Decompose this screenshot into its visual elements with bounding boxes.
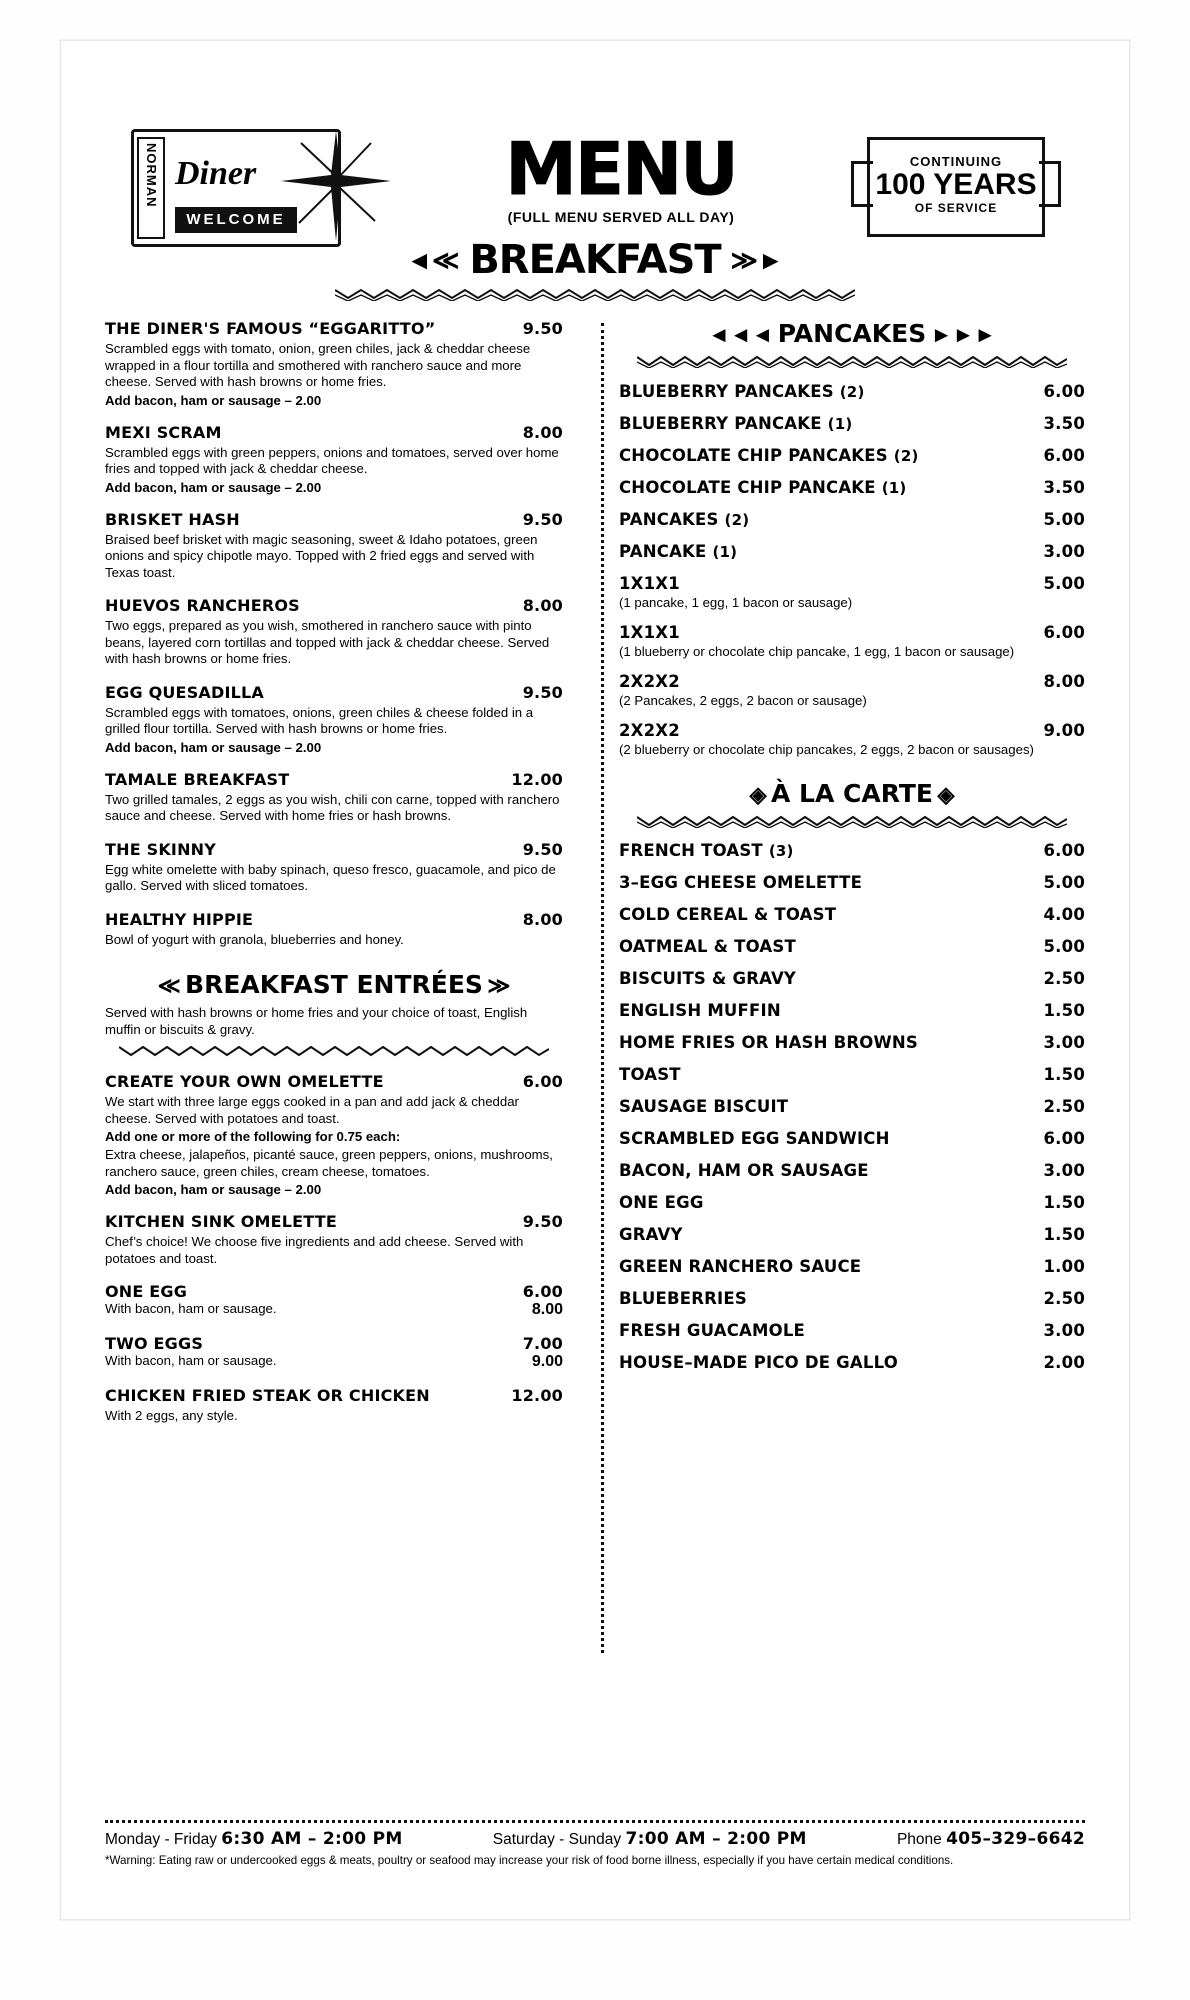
- item-name: CHOCOLATE CHIP PANCAKE: [619, 478, 876, 497]
- item-addon: Add bacon, ham or sausage – 2.00: [105, 1182, 322, 1197]
- item-price: 6.00: [1043, 841, 1085, 860]
- item-price: 5.00: [1043, 937, 1085, 956]
- item-name: CHICKEN FRIED STEAK OR CHICKEN: [105, 1386, 430, 1405]
- item-price: 3.50: [1043, 478, 1085, 497]
- breakfast-entrees-heading: [105, 970, 563, 999]
- menu-item: [105, 770, 563, 825]
- item-qty: (1): [881, 479, 907, 497]
- badge-inner: [867, 137, 1045, 237]
- price-row: [619, 478, 1085, 497]
- left-column: [105, 319, 585, 1440]
- item-name: TOAST: [619, 1065, 681, 1084]
- price-row: [619, 969, 1085, 988]
- item-name: BLUEBERRY PANCAKES: [619, 382, 834, 401]
- item-qty: (2): [839, 383, 865, 401]
- item-price: 9.50: [522, 1212, 563, 1231]
- item-description: Egg white omelette with baby spinach, queso fresco, guacamole, and pico de gallo. Served with sliced tomatoes.: [105, 861, 556, 893]
- alacarte-list: [619, 841, 1085, 1372]
- banner-left-arrow-icon: ◄≪: [406, 244, 460, 275]
- logo-script-text: Diner: [175, 155, 257, 192]
- price-row: [619, 1225, 1085, 1244]
- item-price: 9.50: [522, 319, 563, 338]
- logo-norman-text: [137, 137, 165, 239]
- item-options-heading: Add one or more of the following for 0.75 each:: [105, 1129, 401, 1144]
- price-row: [619, 414, 1085, 433]
- item-name: TAMALE BREAKFAST: [105, 769, 290, 789]
- price-row: [619, 1321, 1085, 1340]
- entrees-zigzag-divider: [119, 1044, 549, 1058]
- item-price: 9.50: [522, 509, 563, 529]
- item-price: 3.00: [1043, 1033, 1085, 1052]
- item-price: 3.00: [1043, 1161, 1085, 1180]
- weekend-label: Saturday - Sunday: [492, 1831, 622, 1848]
- item-price: 1.50: [1043, 1065, 1085, 1084]
- menu-item: [105, 840, 563, 895]
- item-description: With bacon, ham or sausage.: [105, 1353, 277, 1368]
- item-note: (2 Pancakes, 2 eggs, 2 bacon or sausage): [619, 693, 867, 708]
- item-price: 6.00: [1043, 1129, 1085, 1148]
- menu-footer: [105, 1820, 1085, 1867]
- item-description: We start with three large eggs cooked in a pan and add jack & cheddar cheese. Served with potatoes and toast.: [105, 1094, 519, 1126]
- item-name: OATMEAL & TOAST: [619, 937, 796, 956]
- item-note: (1 blueberry or chocolate chip pancake, 1 egg, 1 bacon or sausage): [619, 644, 1015, 659]
- weekday-hours: [105, 1829, 403, 1849]
- pancakes-zigzag-divider: [637, 354, 1067, 368]
- item-name: BISCUITS & GRAVY: [619, 969, 797, 988]
- item-qty: (2): [724, 511, 750, 529]
- menu-item: [105, 1334, 563, 1371]
- item-price: 1.50: [1043, 1225, 1085, 1244]
- menu-item: [105, 510, 563, 582]
- item-name: 1X1X1: [619, 574, 680, 593]
- item-price: 5.00: [1043, 510, 1085, 529]
- item-name: ONE EGG: [619, 1193, 704, 1212]
- price-row: [619, 873, 1085, 892]
- item-name: BLUEBERRIES: [619, 1289, 747, 1308]
- item-name: ONE EGG: [105, 1282, 188, 1301]
- item-name: FRESH GUACAMOLE: [619, 1321, 805, 1340]
- item-name: ENGLISH MUFFIN: [619, 1001, 781, 1020]
- menu-item: [105, 596, 563, 668]
- price-row: [619, 1161, 1085, 1180]
- alacarte-left-ornament-icon: ◈: [749, 782, 767, 807]
- heading-left-chevron-icon: ≪: [157, 973, 181, 998]
- item-addon: Add bacon, ham or sausage – 2.00: [105, 392, 322, 408]
- menu-header: [101, 81, 1089, 231]
- menu-item: [105, 1072, 563, 1197]
- item-description: Braised beef brisket with magic seasoning, sweet & Idaho potatoes, green onions and spicy chipotle mayo. Topped with 2 fried eggs and served with Texas toast.: [105, 531, 538, 580]
- item-note: (2 blueberry or chocolate chip pancakes, 2 eggs, 2 bacon or sausages): [619, 742, 1034, 757]
- section-title: À LA CARTE: [771, 779, 933, 808]
- item-name: PANCAKES: [619, 510, 719, 529]
- item-price: 1.50: [1043, 1001, 1085, 1020]
- price-row: [619, 542, 1085, 561]
- section-title: BREAKFAST ENTRÉES: [185, 970, 483, 999]
- item-price: 9.50: [522, 839, 563, 859]
- price-row: [619, 510, 1085, 529]
- item-price: 8.00: [1043, 672, 1085, 691]
- menu-item: [105, 1386, 563, 1425]
- menu-item: [105, 1282, 563, 1319]
- phone-label: Phone: [896, 1831, 942, 1848]
- item-description: Scrambled eggs with tomatoes, onions, green chiles & cheese folded in a grilled flour tortilla. Served with hash browns or home fries.: [105, 704, 534, 736]
- item-price: 1.50: [1043, 1193, 1085, 1212]
- menu-sheet: [60, 40, 1130, 1920]
- price-row: [619, 905, 1085, 924]
- item-price: 6.00: [1043, 623, 1085, 642]
- footer-dotted-divider: [105, 1820, 1085, 1823]
- phone-block: [897, 1829, 1085, 1849]
- item-name: FRENCH TOAST: [619, 841, 763, 860]
- diner-logo: [131, 129, 341, 249]
- item-price: 8.00: [522, 422, 563, 442]
- weekday-hours-value: 6:30 AM – 2:00 PM: [221, 1829, 403, 1849]
- item-price: 6.00: [1043, 446, 1085, 465]
- item-secondary-price: 8.00: [531, 1301, 563, 1318]
- price-row: [619, 841, 1085, 860]
- weekday-label: Monday - Friday: [105, 1831, 217, 1848]
- item-name: 3–EGG CHEESE OMELETTE: [619, 873, 863, 892]
- item-description: Two eggs, prepared as you wish, smothered in ranchero sauce with pinto beans, layered corn tortillas and topped with jack & cheddar cheese. Served with hash browns or home fries.: [105, 618, 550, 666]
- heading-right-chevron-icon: ≫: [487, 973, 511, 998]
- item-price: 6.00: [522, 1072, 563, 1091]
- item-price: 8.00: [522, 596, 563, 615]
- weekend-hours: [493, 1829, 807, 1849]
- item-qty: (1): [827, 415, 853, 433]
- page-title: MENU: [505, 127, 737, 211]
- item-price: 2.50: [1043, 969, 1085, 988]
- item-note: (1 pancake, 1 egg, 1 bacon or sausage): [619, 595, 853, 610]
- item-price: 6.00: [522, 1282, 563, 1301]
- item-name: HEALTHY HIPPIE: [105, 909, 254, 929]
- item-qty: (1): [712, 543, 738, 561]
- pancakes-list: [619, 382, 1085, 757]
- price-row: [619, 1001, 1085, 1020]
- item-price: 2.50: [1043, 1097, 1085, 1116]
- item-price: 3.00: [1043, 542, 1085, 561]
- item-name: BACON, HAM OR SAUSAGE: [619, 1161, 869, 1180]
- price-row: [619, 382, 1085, 401]
- item-name: PANCAKE: [619, 542, 707, 561]
- banner-zigzag-divider: [335, 287, 855, 301]
- item-price: 9.50: [522, 682, 563, 702]
- logo-norman-letters: NORMAN: [144, 143, 159, 208]
- item-description: Two grilled tamales, 2 eggs as you wish, chili con carne, topped with ranchero sauce and cheese. Served with home fries or hash browns.: [105, 791, 560, 823]
- item-qty: (3): [768, 842, 794, 860]
- item-description: Scrambled eggs with green peppers, onions and tomatoes, served over home fries and topped with jack & cheddar cheese.: [105, 444, 559, 476]
- item-name: CREATE YOUR OWN OMELETTE: [105, 1072, 384, 1091]
- item-options-list: Extra cheese, jalapeños, picanté sauce, green peppers, onions, mushrooms, ranchero sauce, green chiles, cream cheese, tomatoes.: [105, 1147, 553, 1179]
- phone-number[interactable]: 405–329–6642: [946, 1829, 1085, 1849]
- badge-line-1: CONTINUING: [909, 154, 1003, 169]
- item-secondary-price: 9.00: [531, 1353, 563, 1370]
- item-description: Scrambled eggs with tomato, onion, green chiles, jack & cheddar cheese wrapped in a flour tortilla and smothered with ranchero sauce and more cheese. Served with hash browns or home fries.: [105, 341, 531, 389]
- section-title: PANCAKES: [777, 319, 927, 348]
- menu-item: [105, 423, 563, 495]
- item-name: SAUSAGE BISCUIT: [619, 1097, 789, 1116]
- item-name: HOME FRIES OR HASH BROWNS: [619, 1033, 918, 1052]
- item-price: 2.00: [1043, 1353, 1085, 1372]
- item-name: TWO EGGS: [105, 1334, 204, 1353]
- item-price: 12.00: [511, 1386, 563, 1405]
- badge-line-2: 100 YEARS: [875, 168, 1037, 201]
- item-name: GREEN RANCHERO SAUCE: [619, 1257, 862, 1276]
- alacarte-right-ornament-icon: ◈: [937, 782, 955, 807]
- pancakes-heading: [619, 319, 1085, 348]
- menu-columns: [105, 319, 1085, 1440]
- item-price: 9.00: [1043, 721, 1085, 740]
- logo-welcome-text: WELCOME: [175, 207, 297, 233]
- item-price: 5.00: [1043, 574, 1085, 593]
- item-name: THE DINER'S FAMOUS “EGGARITTO”: [105, 319, 436, 338]
- column-divider: [601, 323, 604, 1653]
- item-price: 6.00: [1043, 382, 1085, 401]
- price-row: [619, 937, 1085, 956]
- item-name: THE SKINNY: [105, 839, 217, 859]
- price-row: [619, 1353, 1085, 1372]
- item-name: 1X1X1: [619, 623, 680, 642]
- section-note: Served with hash browns or home fries and your choice of toast, English muffin or biscuits & gravy.: [105, 1005, 528, 1037]
- price-row: [619, 1097, 1085, 1116]
- item-name: HOUSE–MADE PICO DE GALLO: [619, 1353, 898, 1372]
- price-row: [619, 1129, 1085, 1148]
- pancakes-right-arrow-icon: ►►►: [930, 322, 996, 347]
- item-name: KITCHEN SINK OMELETTE: [105, 1212, 338, 1231]
- item-addon: Add bacon, ham or sausage – 2.00: [105, 479, 322, 495]
- menu-item: [105, 910, 563, 949]
- item-name: HUEVOS RANCHEROS: [105, 596, 300, 615]
- price-row: [619, 623, 1085, 642]
- menu-item: [105, 683, 563, 755]
- right-column: [585, 319, 1085, 1440]
- item-price: 1.00: [1043, 1257, 1085, 1276]
- item-name: BLUEBERRY PANCAKE: [619, 414, 822, 433]
- alacarte-zigzag-divider: [637, 814, 1067, 828]
- alacarte-heading: [619, 779, 1085, 808]
- health-warning: *Warning: Eating raw or undercooked eggs & meats, poultry or seafood may increase your risk of food borne illness, especially if you have certain medical conditions.: [105, 1854, 954, 1867]
- item-name: 2X2X2: [619, 721, 680, 740]
- item-price: 2.50: [1043, 1289, 1085, 1308]
- item-description: With bacon, ham or sausage.: [105, 1301, 277, 1316]
- price-row: [619, 1033, 1085, 1052]
- item-price: 3.00: [1043, 1321, 1085, 1340]
- item-name: EGG QUESADILLA: [105, 682, 265, 702]
- item-price: 5.00: [1043, 873, 1085, 892]
- item-description: Bowl of yogurt with granola, blueberries and honey.: [105, 931, 404, 947]
- item-name: BRISKET HASH: [105, 509, 240, 529]
- price-row: [619, 672, 1085, 691]
- price-row: [619, 1289, 1085, 1308]
- banner-right-arrow-icon: ≫►: [730, 244, 784, 275]
- menu-item: [105, 319, 563, 408]
- starburst-icon: [281, 131, 391, 241]
- price-row: [619, 446, 1085, 465]
- item-name: 2X2X2: [619, 672, 680, 691]
- item-name: CHOCOLATE CHIP PANCAKES: [619, 446, 888, 465]
- pancakes-left-arrow-icon: ◄◄◄: [707, 322, 774, 347]
- item-price: 7.00: [522, 1334, 563, 1353]
- item-price: 8.00: [522, 909, 563, 929]
- menu-subtitle: (FULL MENU SERVED ALL DAY): [507, 209, 735, 225]
- item-description: Chef’s choice! We choose five ingredients and add cheese. Served with potatoes and toast.: [105, 1234, 524, 1266]
- weekend-hours-value: 7:00 AM – 2:00 PM: [625, 1829, 807, 1849]
- price-row: [619, 1257, 1085, 1276]
- item-price: 12.00: [511, 769, 563, 789]
- item-price: 4.00: [1043, 905, 1085, 924]
- badge-line-3: OF SERVICE: [914, 201, 998, 215]
- item-qty: (2): [893, 447, 919, 465]
- item-name: GRAVY: [619, 1225, 683, 1244]
- price-row: [619, 574, 1085, 593]
- menu-title-block: [431, 127, 811, 225]
- item-name: MEXI SCRAM: [105, 422, 222, 442]
- price-row: [619, 1065, 1085, 1084]
- item-price: 3.50: [1043, 414, 1085, 433]
- anniversary-badge: [851, 131, 1061, 243]
- item-addon: Add bacon, ham or sausage – 2.00: [105, 739, 322, 755]
- item-description: With 2 eggs, any style.: [105, 1408, 238, 1423]
- price-row: [619, 721, 1085, 740]
- item-name: COLD CEREAL & TOAST: [619, 905, 837, 924]
- price-row: [619, 1193, 1085, 1212]
- banner-title: BREAKFAST: [469, 237, 721, 283]
- item-name: SCRAMBLED EGG SANDWICH: [619, 1129, 890, 1148]
- menu-item: [105, 1212, 563, 1267]
